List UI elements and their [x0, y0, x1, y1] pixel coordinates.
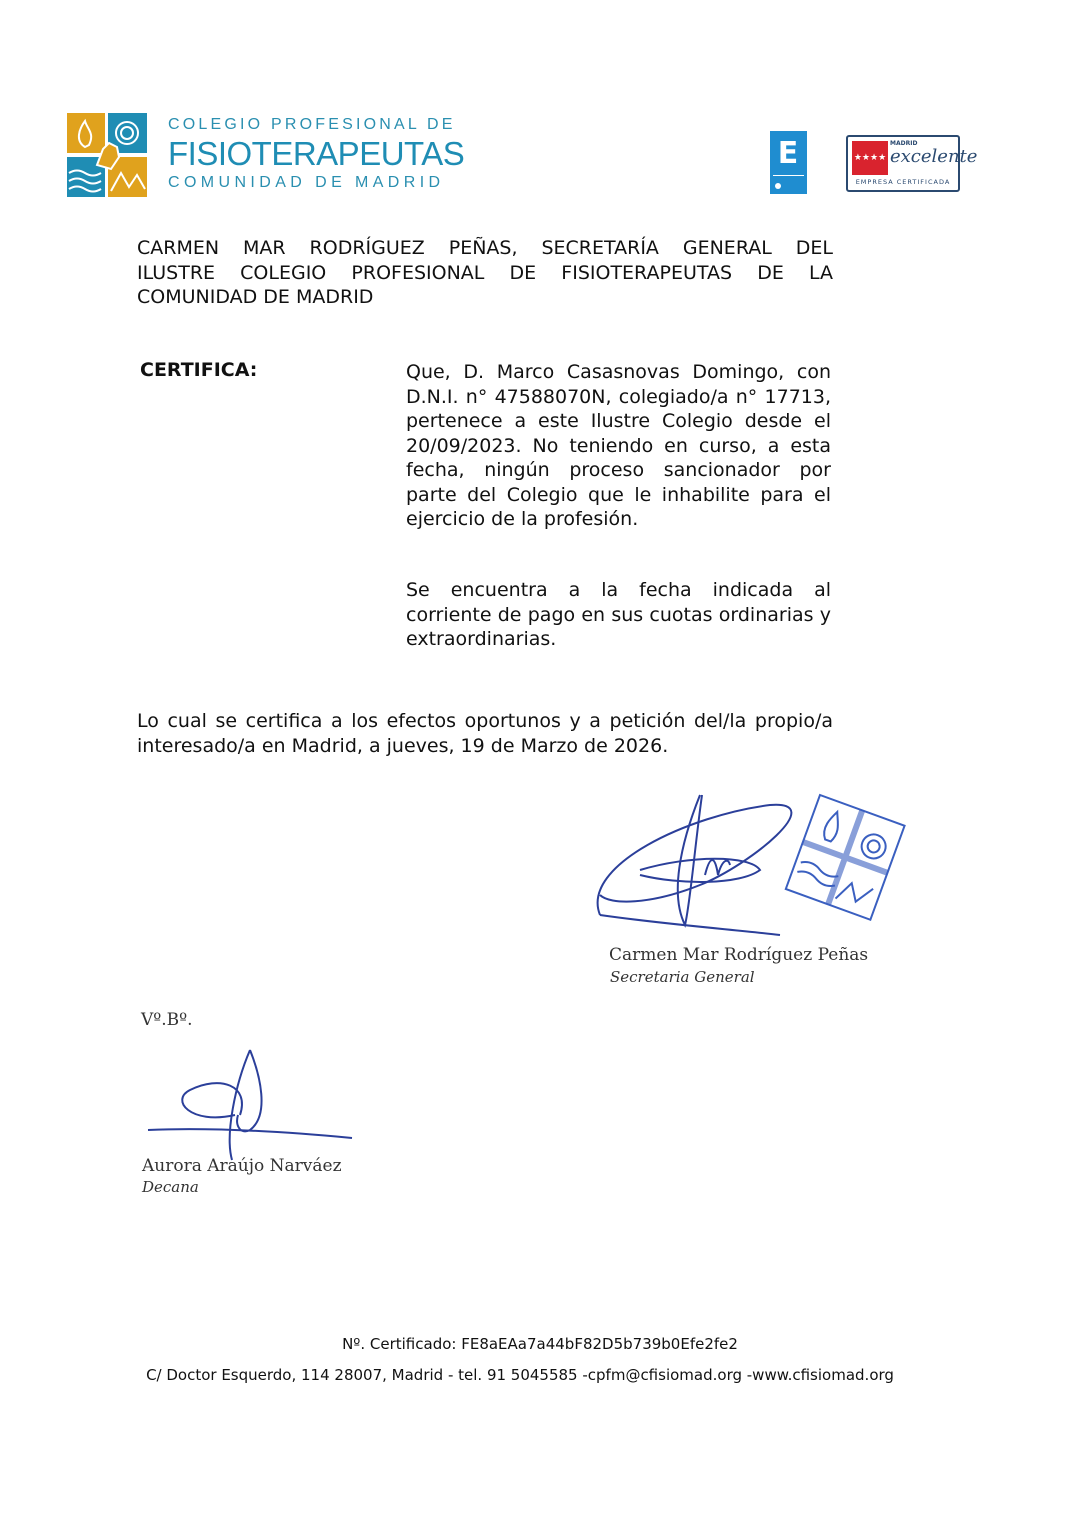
- certifica-label: CERTIFICA:: [140, 359, 258, 381]
- dean-signature-icon: [140, 1045, 360, 1165]
- payment-paragraph: Se encuentra a la fecha indicada al corriente de pago en sus cuotas ordinarias y extraordinarias.: [406, 579, 831, 650]
- badge-bottom-text: EMPRESA CERTIFICADA: [855, 178, 951, 186]
- college-logo-icon: [67, 113, 147, 197]
- secretary-signature-icon: [590, 785, 920, 945]
- secretary-name: Carmen Mar Rodríguez Peñas: [609, 945, 869, 965]
- logo-line-3: COMUNIDAD DE MADRID: [168, 174, 445, 191]
- college-logo-text: [168, 114, 464, 194]
- certificate-number: Nº. Certificado: FE8aEAa7a44bF82D5b739b0Efe2fe2: [342, 1335, 738, 1353]
- badge-brand-text: excelente: [890, 146, 978, 167]
- e-certification-badge-icon: [770, 131, 807, 194]
- logo-line-2: FISIOTERAPEUTAS: [168, 135, 465, 172]
- logo-line-1: COLEGIO PROFESIONAL DE: [168, 116, 456, 133]
- vobo-label: Vº.Bº.: [141, 1010, 193, 1030]
- heading-line: CARMEN MAR RODRÍGUEZ PEÑAS, SECRETARÍA GENERAL DEL: [137, 237, 833, 259]
- closing-paragraph: Lo cual se certifica a los efectos oportunos y a petición del/la propio/a interesado/a en Madrid, a jueves, 19 de Marzo de 2026.: [137, 710, 833, 757]
- heading-line: ILUSTRE COLEGIO PROFESIONAL DE FISIOTERAPEUTAS DE LA: [137, 261, 833, 284]
- madrid-flag-icon: ★★★★: [852, 141, 888, 175]
- badge-top-text: MADRID: [890, 140, 918, 147]
- footer-address: C/ Doctor Esquerdo, 114 28007, Madrid - tel. 91 5045585 -cpfm@cfisiomad.org -www.cfisiomad.org: [146, 1366, 894, 1384]
- certification-paragraph: Que, D. Marco Casasnovas Domingo, con D.N.I. n° 47588070N, colegiado/a n° 17713, pertenece a este Ilustre Colegio desde el 20/09/2023. No teniendo en curso, a esta fecha, ningún proceso sancionador por parte del Colegio que le inhabilite para el ejercicio de la profesión.: [406, 361, 831, 530]
- dean-name: Aurora Araújo Narváez: [142, 1156, 342, 1176]
- svg-text:E: E: [777, 136, 799, 171]
- heading-line: COMUNIDAD DE MADRID: [137, 286, 374, 308]
- madrid-excelente-badge: [846, 135, 978, 192]
- dean-role: Decana: [142, 1178, 199, 1196]
- secretary-role: Secretaria General: [610, 968, 755, 986]
- document-heading: [137, 236, 833, 310]
